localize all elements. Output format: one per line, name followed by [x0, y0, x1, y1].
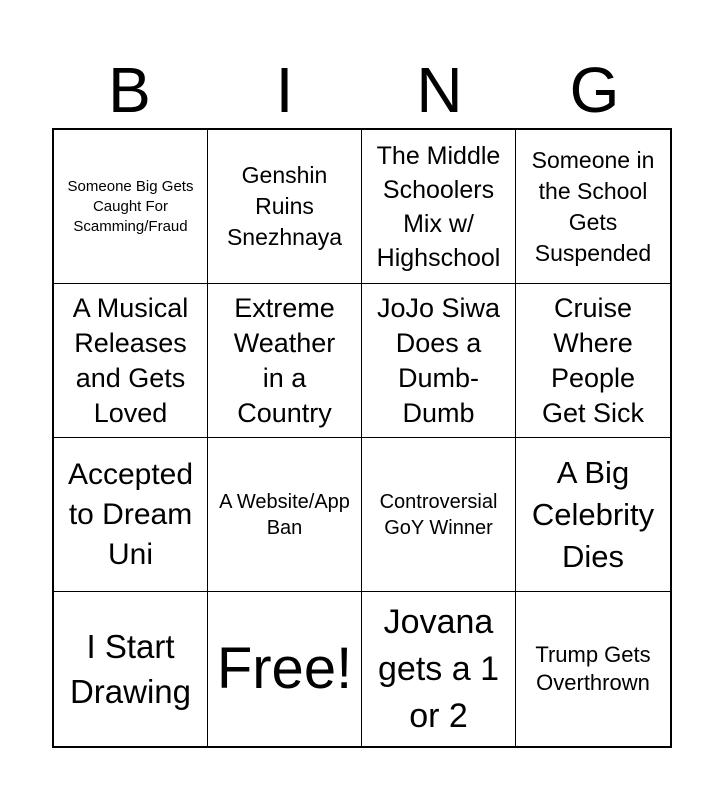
cell-text: A Musical Releases and Gets Loved [72, 292, 189, 428]
cell-text: Extreme Weather in a Country [233, 292, 336, 428]
bingo-cell[interactable] [54, 284, 208, 438]
cell-text: Someone Big Gets Caught For Scamming/Fraud [67, 177, 194, 235]
cell-text: I Start Drawing [69, 628, 192, 710]
bingo-cell[interactable] [208, 438, 362, 592]
cell-text: Free! [216, 636, 353, 701]
cell-text: Someone in the School Gets Suspended [531, 146, 655, 266]
header-letter-b: B [108, 54, 151, 126]
bingo-cell[interactable] [362, 130, 516, 284]
cell-text: Trump Gets Overthrown [535, 642, 651, 695]
bingo-cell[interactable] [362, 284, 516, 438]
header-letter-i: I [275, 54, 294, 126]
bingo-cell[interactable] [516, 284, 670, 438]
header-letter-n: N [416, 54, 463, 126]
bingo-header [52, 52, 672, 128]
cell-text: Genshin Ruins Snezhnaya [226, 162, 343, 250]
bingo-cell[interactable] [54, 130, 208, 284]
header-letter-g: G [569, 54, 620, 126]
bingo-card-grid [52, 128, 672, 748]
cell-text: Controversial GoY Winner [379, 490, 498, 539]
bingo-cell[interactable] [54, 592, 208, 746]
cell-text: Cruise Where People Get Sick [541, 292, 645, 428]
bingo-cell[interactable] [516, 130, 670, 284]
cell-text: The Middle Schoolers Mix w/ Highschool [376, 141, 501, 272]
bingo-cell[interactable] [362, 592, 516, 746]
bingo-cell[interactable] [516, 592, 670, 746]
bingo-cell[interactable] [54, 438, 208, 592]
cell-text: A Big Celebrity Dies [531, 454, 655, 574]
free-space-cell[interactable] [208, 592, 362, 746]
bingo-cell[interactable] [516, 438, 670, 592]
bingo-cell[interactable] [362, 438, 516, 592]
cell-text: A Website/App Ban [219, 490, 350, 539]
cell-text: Jovana gets a 1 or 2 [378, 602, 499, 735]
cell-text: Accepted to Dream Uni [67, 457, 194, 571]
bingo-cell[interactable] [208, 130, 362, 284]
bingo-cell[interactable] [208, 284, 362, 438]
cell-text: JoJo Siwa Does a Dumb-Dumb [376, 292, 501, 428]
